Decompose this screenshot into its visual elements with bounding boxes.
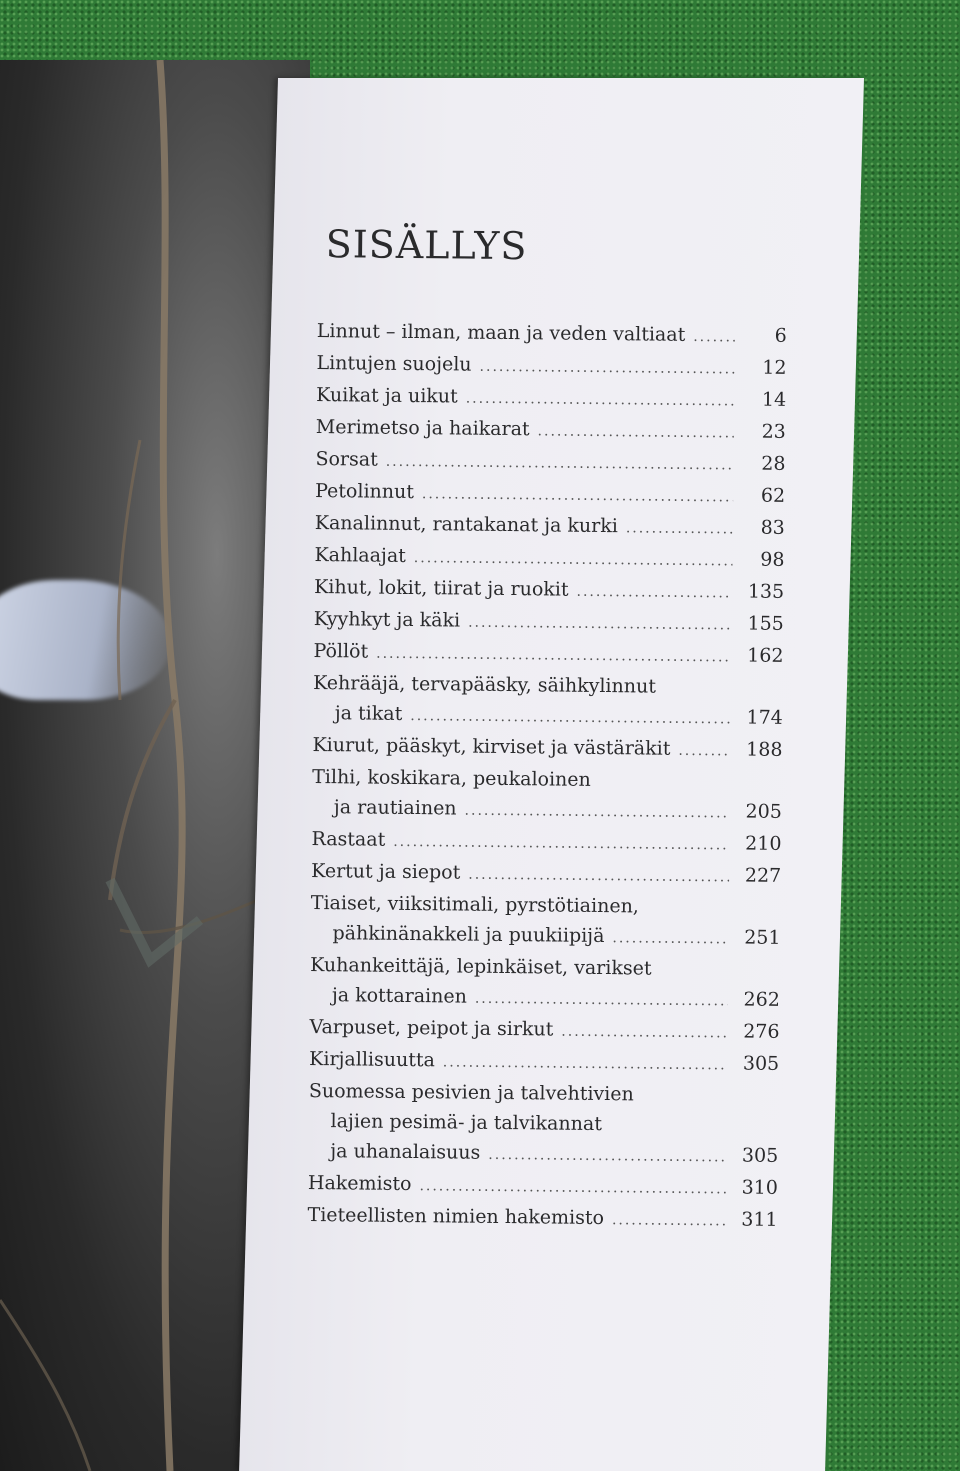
toc-leader-dots xyxy=(410,701,731,734)
toc-entry-line xyxy=(313,698,783,735)
toc-page-number: 305 xyxy=(742,1052,780,1075)
toc-entry xyxy=(308,1168,778,1205)
toc-page-number: 62 xyxy=(760,484,786,507)
toc-entry-label: Kiurut, pääskyt, kirviset ja västäräkit xyxy=(312,733,671,760)
toc-leader-dots xyxy=(466,384,735,417)
toc-entry xyxy=(313,668,784,735)
toc-entry-line xyxy=(311,888,781,923)
toc-page-number: 23 xyxy=(761,420,786,443)
toc-entry xyxy=(310,888,781,955)
toc-page-number: 14 xyxy=(761,388,787,411)
toc-entry-label: ja rautiainen xyxy=(333,796,457,820)
toc-entry-label: pähkinänakkeli ja puukiipijä xyxy=(332,922,605,948)
toc-entry-label: Varpuset, peipot ja sirkut xyxy=(309,1015,554,1041)
toc-entry-label: Tieteellisten nimien hakemisto xyxy=(307,1203,605,1230)
toc-page-number: 83 xyxy=(760,516,785,539)
toc-entry-label: ja tikat xyxy=(334,702,403,725)
toc-page-number: 6 xyxy=(774,324,787,347)
toc-entry xyxy=(308,1076,779,1173)
toc-entry-label: Merimetso ja haikarat xyxy=(315,415,530,441)
toc-entry-line xyxy=(314,572,784,609)
toc-entry xyxy=(316,348,786,385)
toc-entry-line xyxy=(312,730,782,767)
toc-leader-dots xyxy=(468,608,732,641)
toc-entry-line xyxy=(317,316,787,353)
toc-leader-dots xyxy=(576,577,732,609)
toc-entry xyxy=(309,1044,779,1081)
toc-entry xyxy=(315,476,785,513)
toc-entry xyxy=(314,540,784,577)
toc-entry xyxy=(314,604,784,641)
toc-entry xyxy=(311,856,781,893)
toc-entry-label: Linnut – ilman, maan ja veden valtiaat xyxy=(316,319,686,346)
toc-page-number: 227 xyxy=(744,864,782,887)
toc-entry xyxy=(307,1200,777,1237)
toc-entry xyxy=(309,1012,779,1049)
toc-list xyxy=(307,316,787,1237)
toc-entry-line xyxy=(312,792,782,829)
toc-leader-dots xyxy=(693,322,735,352)
toc-entry-line xyxy=(313,668,783,703)
toc-entry-label: Tiaiset, viiksitimali, pyrstötiainen, xyxy=(310,891,640,918)
toc-entry-label: Rastaat xyxy=(311,827,386,851)
toc-entry-line xyxy=(315,444,785,481)
toc-entry-label: Petolinnut xyxy=(315,479,415,504)
toc-page-number: 262 xyxy=(743,988,780,1011)
toc-page-number: 162 xyxy=(747,644,784,667)
toc-leader-dots xyxy=(626,513,733,544)
toc-entry-label: Hakemisto xyxy=(307,1171,412,1196)
toc-page-number: 311 xyxy=(741,1208,778,1231)
toc-entry-line xyxy=(311,824,781,861)
toc-leader-dots xyxy=(422,479,734,512)
toc-entry xyxy=(311,824,781,861)
toc-entry xyxy=(313,636,783,673)
toc-entry-line xyxy=(310,918,780,955)
toc-entry-line xyxy=(314,604,784,641)
toc-entry-label: Kuhankeittäjä, lepinkäiset, varikset xyxy=(310,953,652,980)
toc-entry-label: Kahlaajat xyxy=(314,543,406,567)
toc-entry-line xyxy=(315,476,785,513)
toc-entry xyxy=(312,762,783,829)
toc-leader-dots xyxy=(475,984,728,1017)
toc-page-number: 12 xyxy=(762,356,787,379)
toc-leader-dots xyxy=(393,827,730,861)
toc-entry-line xyxy=(309,1044,779,1081)
toc-leader-dots xyxy=(537,416,734,448)
toc-leader-dots xyxy=(376,639,732,673)
toc-entry-line xyxy=(310,980,780,1017)
table-of-contents xyxy=(307,222,788,1237)
toc-entry-line xyxy=(310,950,780,985)
toc-entry-label: Lintujen suojelu xyxy=(316,351,472,376)
toc-leader-dots xyxy=(468,860,729,893)
toc-entry-line xyxy=(309,1012,779,1049)
toc-leader-dots xyxy=(479,352,734,385)
toc-entry-label: ja uhanalaisuus xyxy=(330,1140,481,1164)
toc-leader-dots xyxy=(561,1017,727,1049)
toc-page-number: 98 xyxy=(760,548,785,571)
toc-entry-line xyxy=(308,1136,778,1173)
toc-entry-label: Pöllöt xyxy=(313,639,369,663)
toc-title: SISÄLLYS xyxy=(325,222,528,269)
toc-leader-dots xyxy=(678,736,730,767)
toc-page-number: 135 xyxy=(747,580,785,603)
toc-entry-line xyxy=(316,348,786,385)
toc-entry-line xyxy=(312,762,782,797)
toc-entry xyxy=(317,316,787,353)
toc-entry-line xyxy=(308,1106,778,1141)
toc-leader-dots xyxy=(443,1047,728,1080)
toc-entry-label: Kirjallisuutta xyxy=(309,1047,435,1072)
toc-leader-dots xyxy=(464,796,730,829)
toc-page-number: 174 xyxy=(746,706,783,729)
toc-entry-line xyxy=(314,540,784,577)
toc-page-number: 310 xyxy=(741,1176,779,1199)
toc-leader-dots xyxy=(386,447,734,481)
toc-entry-line xyxy=(316,380,786,417)
toc-entry-label: Suomessa pesivien ja talvehtivien xyxy=(308,1079,634,1106)
toc-leader-dots xyxy=(612,923,728,954)
toc-entry-line xyxy=(309,1076,779,1111)
toc-entry-line xyxy=(315,508,785,545)
toc-entry xyxy=(315,444,785,481)
toc-entry xyxy=(316,380,786,417)
toc-page-number: 155 xyxy=(747,612,784,635)
toc-entry-line xyxy=(307,1200,777,1237)
toc-page-number: 276 xyxy=(743,1020,780,1043)
toc-entry-label: Kihut, lokit, tiirat ja ruokit xyxy=(314,575,569,601)
toc-entry xyxy=(316,412,786,449)
toc-entry xyxy=(314,572,784,609)
toc-leader-dots xyxy=(612,1205,726,1236)
toc-entry-label: Tilhi, koskikara, peukaloinen xyxy=(312,765,591,791)
toc-entry-line xyxy=(316,412,786,449)
toc-page-number: 188 xyxy=(746,738,783,761)
toc-page-number: 210 xyxy=(745,832,782,855)
toc-entry-label: lajien pesimä- ja talvikannat xyxy=(330,1110,603,1136)
toc-page-number: 251 xyxy=(744,926,781,949)
toc-entry-label: ja kottarainen xyxy=(331,984,468,1008)
toc-entry-line xyxy=(311,856,781,893)
toc-entry xyxy=(315,508,785,545)
toc-leader-dots xyxy=(419,1171,726,1204)
toc-entry-label: Kuikat ja uikut xyxy=(316,383,458,408)
toc-entry-label: Kanalinnut, rantakanat ja kurki xyxy=(314,511,618,538)
toc-leader-dots xyxy=(414,543,733,576)
toc-entry-label: Kehrääjä, tervapääsky, säihkylinnut xyxy=(313,671,657,698)
toc-page-number: 205 xyxy=(745,800,782,823)
toc-entry xyxy=(310,950,781,1017)
toc-entry-line xyxy=(308,1168,778,1205)
toc-entry xyxy=(312,730,782,767)
toc-page-number: 28 xyxy=(761,452,786,475)
toc-entry-label: Kertut ja siepot xyxy=(311,859,461,884)
toc-leader-dots xyxy=(488,1140,726,1172)
toc-entry-label: Sorsat xyxy=(315,447,378,471)
toc-entry-label: Kyyhkyt ja käki xyxy=(313,607,461,632)
toc-entry-line xyxy=(313,636,783,673)
toc-page-number: 305 xyxy=(741,1144,779,1167)
